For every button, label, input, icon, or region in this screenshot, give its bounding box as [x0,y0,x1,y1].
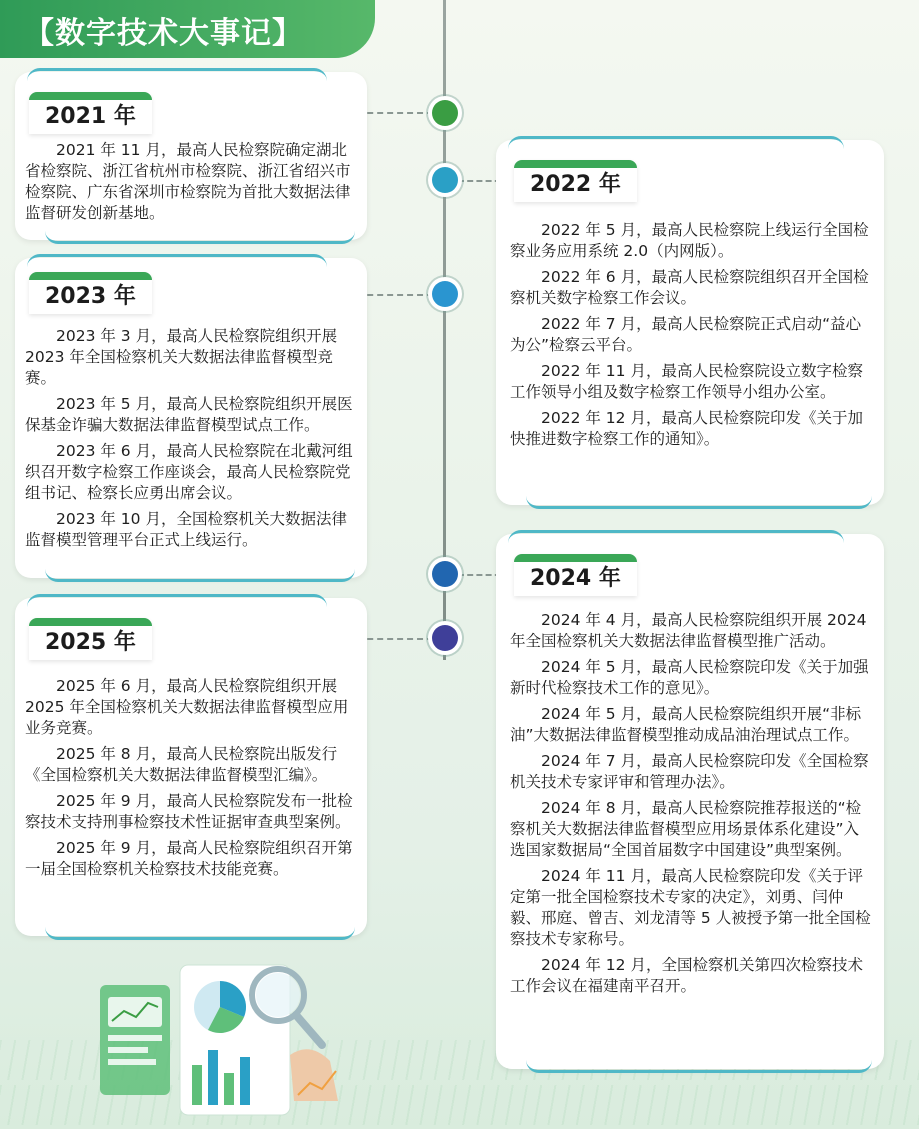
timeline-entry: 2022 年 5 月，最高人民检察院上线运行全国检察业务应用系统 2.0（内网版）。 [510,221,869,260]
card-2023 [15,258,367,578]
entries-2025 [25,676,361,885]
data-analysis-illustration [90,945,350,1129]
entries-2021 [25,140,361,229]
timeline-entry: 2021 年 11 月，最高人民检察院确定湖北省检察院、浙江省杭州市检察院、浙江省绍兴市检察院、广东省深圳市检察院为首批大数据法律监督研发创新基地。 [25,141,351,222]
timeline-entry: 2022 年 11 月，最高人民检察院设立数字检察工作领导小组及数字检察工作领导小组办公室。 [510,362,863,401]
year-label-2024: 2024 年 [514,554,637,596]
timeline-entry: 2025 年 9 月，最高人民检察院组织召开第一届全国检察机关检察技术技能竞赛。 [25,839,353,878]
timeline-entry: 2025 年 8 月，最高人民检察院出版发行《全国检察机关大数据法律监督模型汇编》。 [25,745,338,784]
timeline-entry: 2022 年 6 月，最高人民检察院组织召开全国检察机关数字检察工作会议。 [510,268,869,307]
timeline-entry: 2023 年 10 月，全国检察机关大数据法律监督模型管理平台正式上线运行。 [25,510,347,549]
year-label-2021: 2021 年 [29,92,152,134]
entries-2023 [25,326,361,556]
timeline-entry: 2023 年 6 月，最高人民检察院在北戴河组织召开数字检察工作座谈会，最高人民检察院党组书记、检察长应勇出席会议。 [25,442,353,502]
entries-2024 [510,610,872,1002]
timeline-dot-2025 [432,625,458,651]
timeline-entry: 2024 年 5 月，最高人民检察院组织开展“非标油”大数据法律监督模型推动成品油治理试点工作。 [510,705,862,744]
page-title: 【数字技术大事记】 [24,16,303,51]
timeline-entry: 2024 年 8 月，最高人民检察院推荐报送的“检察机关大数据法律监督模型应用场景体系化建设”入选国家数据局“全国首届数字中国建设”典型案例。 [510,799,862,859]
timeline-entry: 2024 年 11 月，最高人民检察院印发《关于评定第一批全国检察技术专家的决定》，刘勇、闫仲毅、邢庭、曾吉、刘龙清等 5 人被授予第一批全国检察技术专家称号。 [510,867,871,948]
timeline-entry: 2025 年 6 月，最高人民检察院组织开展 2025 年全国检察机关大数据法律监督模型应用业务竞赛。 [25,677,349,737]
page-header [0,0,375,58]
timeline-dot-2023 [432,281,458,307]
timeline-dot-2024 [432,561,458,587]
card-2025 [15,598,367,936]
timeline-entry: 2023 年 3 月，最高人民检察院组织开展 2023 年全国检察机关大数据法律监督模型竞赛。 [25,327,338,387]
timeline-entry: 2022 年 7 月，最高人民检察院正式启动“益心为公”检察云平台。 [510,315,862,354]
timeline-entry: 2024 年 5 月，最高人民检察院印发《关于加强新时代检察技术工作的意见》。 [510,658,869,697]
card-2022 [496,140,884,505]
timeline-entry: 2025 年 9 月，最高人民检察院发布一批检察技术支持刑事检察技术性证据审查典型案例。 [25,792,353,831]
timeline-entry: 2024 年 12 月，全国检察机关第四次检察技术工作会议在福建南平召开。 [510,956,863,995]
timeline-entry: 2024 年 4 月，最高人民检察院组织开展 2024 年全国检察机关大数据法律监督模型推广活动。 [510,611,867,650]
card-2024 [496,534,884,1069]
entries-2022 [510,220,872,455]
year-label-2023: 2023 年 [29,272,152,314]
timeline-entry: 2023 年 5 月，最高人民检察院组织开展医保基金诈骗大数据法律监督模型试点工作。 [25,395,353,434]
timeline-dot-2022 [432,167,458,193]
timeline-entry: 2022 年 12 月，最高人民检察院印发《关于加快推进数字检察工作的通知》。 [510,409,863,448]
year-label-2022: 2022 年 [514,160,637,202]
timeline-dot-2021 [432,100,458,126]
year-label-2025: 2025 年 [29,618,152,660]
timeline-entry: 2024 年 7 月，最高人民检察院印发《全国检察机关技术专家评审和管理办法》。 [510,752,869,791]
card-2021 [15,72,367,240]
